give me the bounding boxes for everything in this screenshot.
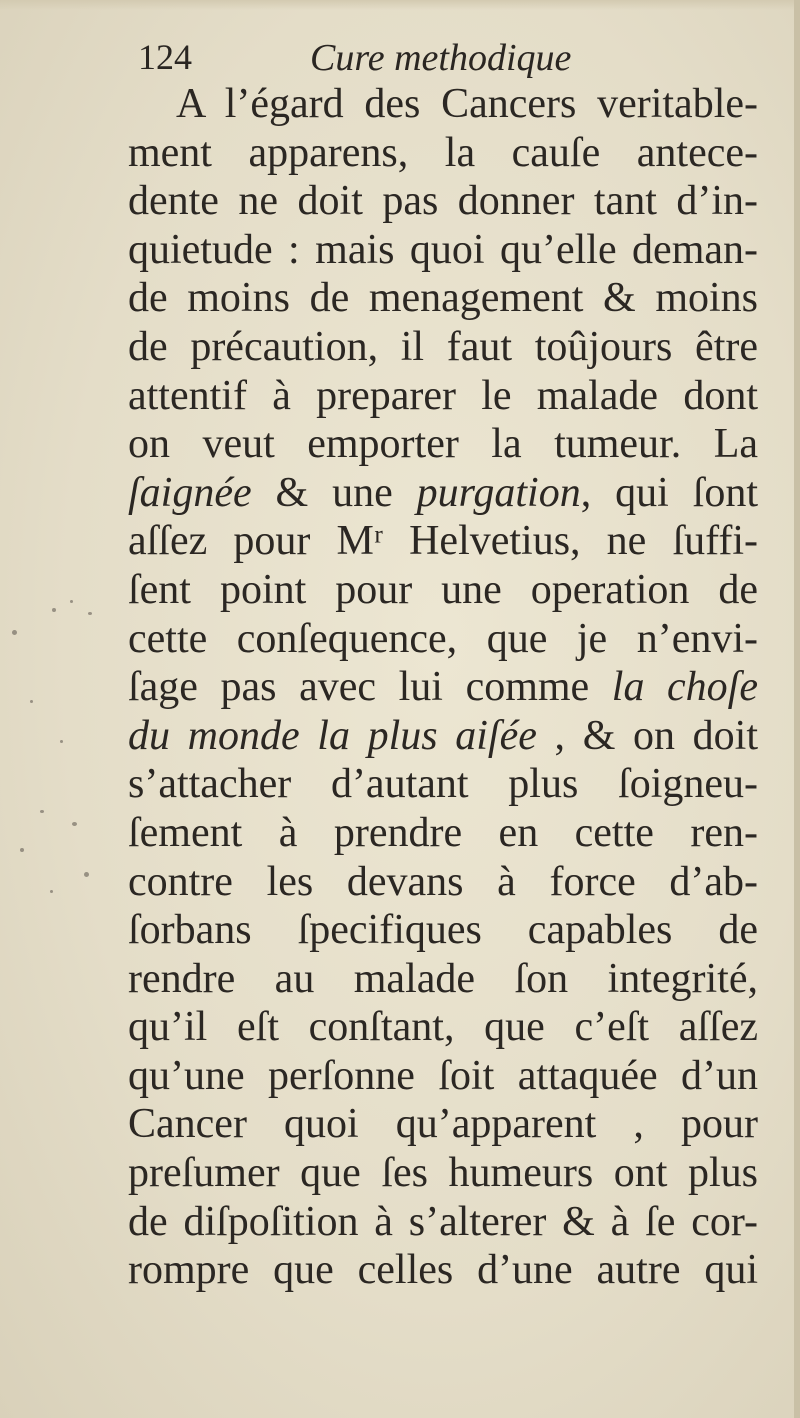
text-line <box>128 1052 758 1101</box>
text-line <box>128 1003 758 1052</box>
text-segment: rendre au malade ſon integrité, <box>128 955 758 1002</box>
text-segment: , & on doit <box>536 712 758 759</box>
text-line <box>128 760 758 809</box>
text-line <box>128 566 758 615</box>
text-line <box>128 858 758 907</box>
text-segment: quietude : mais quoi qu’elle deman- <box>128 226 758 273</box>
page-top-shadow <box>0 0 800 10</box>
text-line <box>128 420 758 469</box>
text-segment: rompre que celles d’une autre qui <box>128 1247 758 1294</box>
text-line <box>128 274 758 323</box>
text-segment: ſement à prendre en cette ren- <box>128 809 758 856</box>
text-segment: preſumer que ſes humeurs ont plus <box>128 1150 758 1197</box>
italic-segment: ſaignée <box>128 469 252 516</box>
text-line <box>128 1198 758 1247</box>
text-line <box>128 955 758 1004</box>
text-line <box>128 80 758 129</box>
text-line <box>128 226 758 275</box>
text-segment: de précaution, il faut toûjours être <box>128 323 758 370</box>
text-line <box>128 323 758 372</box>
text-segment: ſorbans ſpecifiques capables de <box>128 907 758 954</box>
text-segment: , qui ſont <box>580 469 758 516</box>
text-segment: de moins de menagement & moins <box>128 275 758 322</box>
text-line <box>128 129 758 178</box>
text-segment: aſſez pour Mʳ Helvetius, ne ſuffi- <box>128 518 758 565</box>
body-text <box>128 80 758 1295</box>
text-segment: s’attacher d’autant plus ſoigneu- <box>128 761 758 808</box>
italic-segment: du monde la plus aiſée <box>128 712 537 759</box>
text-line <box>128 809 758 858</box>
paper-stain-specks <box>0 590 110 910</box>
text-segment: Cancer quoi qu’apparent , pour <box>128 1101 758 1148</box>
text-line <box>128 177 758 226</box>
text-segment: contre les devans à force d’ab- <box>128 858 758 905</box>
text-segment: ment apparens, la cauſe antece- <box>128 129 758 176</box>
text-line <box>128 517 758 566</box>
text-segment: dente ne doit pas donner tant d’in- <box>128 178 758 225</box>
text-segment: ſent point pour une operation de <box>128 566 758 613</box>
page-number: 124 <box>138 37 192 77</box>
text-segment: qu’une perſonne ſoit attaquée d’un <box>128 1052 758 1099</box>
text-line <box>128 615 758 664</box>
text-segment: A l’égard des Cancers veritable- <box>176 81 758 127</box>
running-head: Cure methodique <box>310 37 572 79</box>
italic-segment: purgation <box>416 469 581 516</box>
text-line <box>128 469 758 518</box>
text-line <box>128 1100 758 1149</box>
text-segment: cette conſequence, que je n’envi- <box>128 615 758 662</box>
text-line <box>128 712 758 761</box>
text-segment: attentif à preparer le malade dont <box>128 372 758 419</box>
italic-segment: la choſe <box>611 664 758 711</box>
text-line <box>128 663 758 712</box>
text-line <box>128 1246 758 1295</box>
text-segment: & une <box>251 469 417 516</box>
text-segment: on veut emporter la tumeur. La <box>128 421 758 468</box>
text-segment: de diſpoſition à s’alterer & à ſe cor- <box>128 1198 758 1245</box>
text-line <box>128 906 758 955</box>
text-line <box>128 1149 758 1198</box>
text-segment: qu’il eſt conſtant, que c’eſt aſſez <box>128 1004 758 1051</box>
text-segment: ſage pas avec lui comme <box>128 664 612 711</box>
text-line <box>128 372 758 421</box>
page-header <box>138 36 758 86</box>
page-right-edge <box>794 0 800 1418</box>
